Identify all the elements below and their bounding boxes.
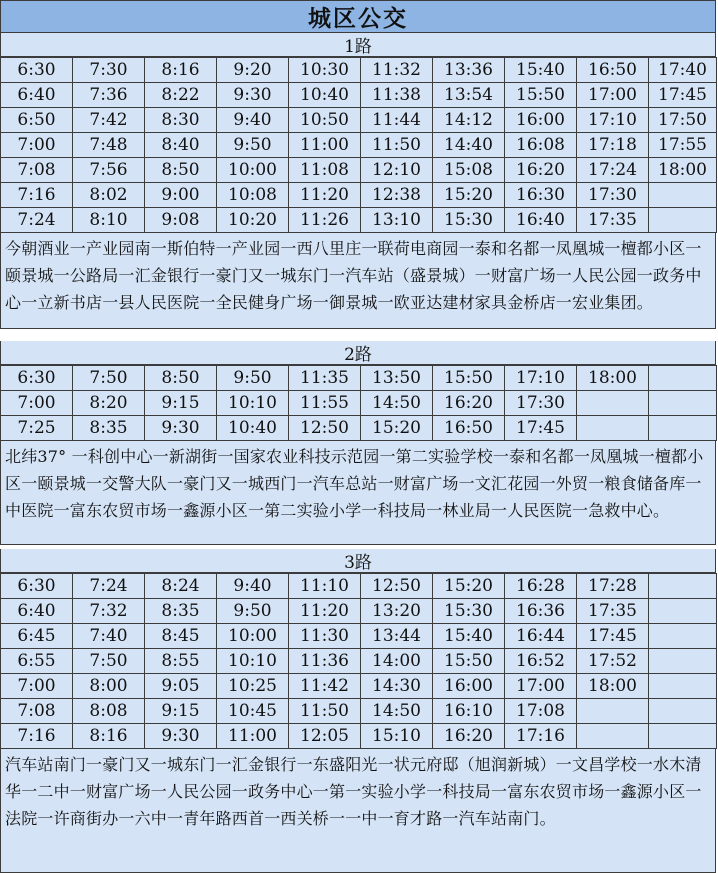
departure-time-cell: 9:20 xyxy=(217,58,289,83)
departure-time-cell: 11:00 xyxy=(289,133,361,158)
departure-time-cell: 16:30 xyxy=(505,183,577,208)
timetable-row xyxy=(1,391,717,416)
departure-time-cell: 16:44 xyxy=(505,624,577,649)
timetable-row xyxy=(1,674,717,699)
departure-time-cell: 6:30 xyxy=(1,574,73,599)
departure-time-cell: 9:30 xyxy=(145,724,217,749)
departure-time-cell: 7:48 xyxy=(73,133,145,158)
departure-time-cell: 17:30 xyxy=(505,391,577,416)
route-1-title: 1路 xyxy=(0,33,716,57)
departure-time-cell: 14:12 xyxy=(433,108,505,133)
departure-time-cell: 8:16 xyxy=(145,58,217,83)
departure-time-cell: 14:00 xyxy=(361,649,433,674)
timetable-row xyxy=(1,624,717,649)
route-1-block xyxy=(0,33,716,329)
timetable-row xyxy=(1,108,717,133)
departure-time-cell: 16:00 xyxy=(505,108,577,133)
route-3-stops: 汽车站南门一豪门又一城东门一汇金银行一东盛阳光一状元府邸（旭润新城）一文昌学校一水木清华一二中一财富广场一人民公园一政务中心一第一实验小学一科技局一富东农贸市场一鑫源小区一法院一许商街办一六中一青年路西首一西关桥一一中一育才路一汽车站南门。 xyxy=(0,749,716,873)
departure-time-cell: 12:50 xyxy=(361,574,433,599)
departure-time-cell: 17:18 xyxy=(577,133,649,158)
departure-time-cell: 11:35 xyxy=(289,366,361,391)
departure-time-cell: 15:08 xyxy=(433,158,505,183)
departure-time-cell: 11:20 xyxy=(289,599,361,624)
departure-time-cell xyxy=(649,699,717,724)
departure-time-cell: 7:08 xyxy=(1,158,73,183)
departure-time-cell: 18:00 xyxy=(577,366,649,391)
departure-time-cell: 16:52 xyxy=(505,649,577,674)
departure-time-cell: 9:05 xyxy=(145,674,217,699)
departure-time-cell: 18:00 xyxy=(649,158,717,183)
departure-time-cell: 13:44 xyxy=(361,624,433,649)
departure-time-cell: 16:20 xyxy=(433,391,505,416)
departure-time-cell: 17:08 xyxy=(505,699,577,724)
departure-time-cell: 17:00 xyxy=(577,83,649,108)
departure-time-cell: 9:08 xyxy=(145,208,217,233)
route-3-timetable xyxy=(0,573,717,749)
departure-time-cell: 8:35 xyxy=(73,416,145,441)
departure-time-cell: 10:40 xyxy=(289,83,361,108)
departure-time-cell: 15:20 xyxy=(361,416,433,441)
departure-time-cell: 9:50 xyxy=(217,599,289,624)
departure-time-cell: 11:30 xyxy=(289,624,361,649)
route-2-timetable xyxy=(0,365,717,441)
departure-time-cell: 8:50 xyxy=(145,158,217,183)
departure-time-cell: 7:24 xyxy=(73,574,145,599)
departure-time-cell: 11:10 xyxy=(289,574,361,599)
departure-time-cell: 7:56 xyxy=(73,158,145,183)
departure-time-cell: 11:00 xyxy=(217,724,289,749)
departure-time-cell: 8:45 xyxy=(145,624,217,649)
timetable-row xyxy=(1,158,717,183)
departure-time-cell: 7:25 xyxy=(1,416,73,441)
departure-time-cell: 8:40 xyxy=(145,133,217,158)
departure-time-cell: 10:45 xyxy=(217,699,289,724)
departure-time-cell: 9:40 xyxy=(217,108,289,133)
departure-time-cell: 8:35 xyxy=(145,599,217,624)
departure-time-cell: 17:50 xyxy=(649,108,717,133)
departure-time-cell: 7:32 xyxy=(73,599,145,624)
departure-time-cell: 9:30 xyxy=(217,83,289,108)
departure-time-cell: 16:50 xyxy=(577,58,649,83)
departure-time-cell: 16:10 xyxy=(433,699,505,724)
departure-time-cell: 16:50 xyxy=(433,416,505,441)
departure-time-cell: 16:08 xyxy=(505,133,577,158)
departure-time-cell: 7:00 xyxy=(1,674,73,699)
timetable-row xyxy=(1,416,717,441)
route-3-title: 3路 xyxy=(0,549,716,573)
timetable-row xyxy=(1,208,717,233)
departure-time-cell: 16:20 xyxy=(505,158,577,183)
departure-time-cell xyxy=(649,599,717,624)
departure-time-cell: 6:50 xyxy=(1,108,73,133)
route-2-stops: 北纬37° 一科创中心一新湖街一国家农业科技示范园一第二实验学校一泰和名都一凤凰城一檀都小区一颐景城一交警大队一豪门又一城西门一汽车总站一财富广场一文汇花园一外贸一粮食储备库一中医院一富东农贸市场一鑫源小区一第二实验小学一科技局一林业局一人民医院一急救中心。 xyxy=(0,441,716,545)
departure-time-cell: 6:40 xyxy=(1,599,73,624)
departure-time-cell: 14:40 xyxy=(433,133,505,158)
departure-time-cell xyxy=(649,391,717,416)
departure-time-cell: 12:05 xyxy=(289,724,361,749)
departure-time-cell: 11:08 xyxy=(289,158,361,183)
departure-time-cell: 17:10 xyxy=(577,108,649,133)
timetable-row xyxy=(1,574,717,599)
departure-time-cell: 15:20 xyxy=(433,183,505,208)
departure-time-cell: 7:16 xyxy=(1,183,73,208)
departure-time-cell: 16:40 xyxy=(505,208,577,233)
departure-time-cell: 11:50 xyxy=(289,699,361,724)
departure-time-cell: 9:00 xyxy=(145,183,217,208)
departure-time-cell: 17:55 xyxy=(649,133,717,158)
departure-time-cell: 9:30 xyxy=(145,416,217,441)
departure-time-cell: 8:08 xyxy=(73,699,145,724)
departure-time-cell: 17:40 xyxy=(649,58,717,83)
route-1-timetable xyxy=(0,57,717,233)
departure-time-cell: 7:08 xyxy=(1,699,73,724)
departure-time-cell xyxy=(577,699,649,724)
departure-time-cell: 15:20 xyxy=(433,574,505,599)
route-3-block xyxy=(0,549,716,873)
departure-time-cell xyxy=(649,183,717,208)
departure-time-cell: 17:45 xyxy=(649,83,717,108)
departure-time-cell: 16:20 xyxy=(433,724,505,749)
departure-time-cell xyxy=(577,391,649,416)
departure-time-cell: 15:30 xyxy=(433,208,505,233)
departure-time-cell: 6:55 xyxy=(1,649,73,674)
departure-time-cell: 8:30 xyxy=(145,108,217,133)
departure-time-cell: 13:36 xyxy=(433,58,505,83)
departure-time-cell: 17:45 xyxy=(505,416,577,441)
departure-time-cell: 17:45 xyxy=(577,624,649,649)
departure-time-cell: 11:50 xyxy=(361,133,433,158)
departure-time-cell: 16:36 xyxy=(505,599,577,624)
departure-time-cell: 17:10 xyxy=(505,366,577,391)
departure-time-cell: 17:52 xyxy=(577,649,649,674)
departure-time-cell: 8:10 xyxy=(73,208,145,233)
departure-time-cell: 11:32 xyxy=(361,58,433,83)
departure-time-cell: 17:30 xyxy=(577,183,649,208)
departure-time-cell: 11:42 xyxy=(289,674,361,699)
departure-time-cell: 7:00 xyxy=(1,391,73,416)
departure-time-cell: 17:35 xyxy=(577,599,649,624)
departure-time-cell: 10:10 xyxy=(217,649,289,674)
departure-time-cell: 17:00 xyxy=(505,674,577,699)
departure-time-cell: 17:24 xyxy=(577,158,649,183)
departure-time-cell: 17:35 xyxy=(577,208,649,233)
departure-time-cell: 7:42 xyxy=(73,108,145,133)
departure-time-cell: 10:00 xyxy=(217,624,289,649)
departure-time-cell: 7:16 xyxy=(1,724,73,749)
departure-time-cell: 15:50 xyxy=(433,649,505,674)
departure-time-cell xyxy=(649,724,717,749)
departure-time-cell: 11:38 xyxy=(361,83,433,108)
departure-time-cell: 8:00 xyxy=(73,674,145,699)
departure-time-cell: 8:20 xyxy=(73,391,145,416)
timetable-row xyxy=(1,366,717,391)
departure-time-cell: 13:54 xyxy=(433,83,505,108)
timetable-row xyxy=(1,58,717,83)
timetable-row xyxy=(1,724,717,749)
departure-time-cell: 7:40 xyxy=(73,624,145,649)
departure-time-cell: 15:50 xyxy=(505,83,577,108)
departure-time-cell: 14:30 xyxy=(361,674,433,699)
departure-time-cell: 11:36 xyxy=(289,649,361,674)
departure-time-cell: 12:10 xyxy=(361,158,433,183)
departure-time-cell: 10:10 xyxy=(217,391,289,416)
page-title: 城区公交 xyxy=(0,0,716,33)
departure-time-cell: 10:25 xyxy=(217,674,289,699)
departure-time-cell: 8:55 xyxy=(145,649,217,674)
timetable-row xyxy=(1,599,717,624)
departure-time-cell: 18:00 xyxy=(577,674,649,699)
timetable-row xyxy=(1,699,717,724)
departure-time-cell: 15:10 xyxy=(361,724,433,749)
departure-time-cell xyxy=(649,208,717,233)
departure-time-cell: 15:30 xyxy=(433,599,505,624)
departure-time-cell: 10:20 xyxy=(217,208,289,233)
departure-time-cell: 12:50 xyxy=(289,416,361,441)
departure-time-cell: 7:00 xyxy=(1,133,73,158)
timetable-row xyxy=(1,649,717,674)
departure-time-cell: 15:50 xyxy=(433,366,505,391)
departure-time-cell xyxy=(649,366,717,391)
departure-time-cell: 6:45 xyxy=(1,624,73,649)
departure-time-cell: 15:40 xyxy=(433,624,505,649)
timetable-row xyxy=(1,133,717,158)
departure-time-cell xyxy=(649,624,717,649)
departure-time-cell: 12:38 xyxy=(361,183,433,208)
departure-time-cell: 9:50 xyxy=(217,366,289,391)
departure-time-cell: 9:50 xyxy=(217,133,289,158)
departure-time-cell: 7:36 xyxy=(73,83,145,108)
departure-time-cell: 6:40 xyxy=(1,83,73,108)
departure-time-cell: 13:50 xyxy=(361,366,433,391)
departure-time-cell: 8:02 xyxy=(73,183,145,208)
departure-time-cell: 9:40 xyxy=(217,574,289,599)
departure-time-cell: 9:15 xyxy=(145,391,217,416)
departure-time-cell: 6:30 xyxy=(1,366,73,391)
departure-time-cell: 9:15 xyxy=(145,699,217,724)
departure-time-cell xyxy=(577,416,649,441)
departure-time-cell: 7:24 xyxy=(1,208,73,233)
departure-time-cell: 14:50 xyxy=(361,699,433,724)
departure-time-cell: 15:40 xyxy=(505,58,577,83)
route-2-title: 2路 xyxy=(0,341,716,365)
departure-time-cell xyxy=(649,674,717,699)
departure-time-cell: 14:50 xyxy=(361,391,433,416)
departure-time-cell: 8:22 xyxy=(145,83,217,108)
departure-time-cell: 16:00 xyxy=(433,674,505,699)
departure-time-cell: 17:16 xyxy=(505,724,577,749)
departure-time-cell: 11:26 xyxy=(289,208,361,233)
departure-time-cell: 10:00 xyxy=(217,158,289,183)
departure-time-cell: 10:30 xyxy=(289,58,361,83)
departure-time-cell: 6:30 xyxy=(1,58,73,83)
departure-time-cell: 8:24 xyxy=(145,574,217,599)
departure-time-cell xyxy=(649,416,717,441)
departure-time-cell: 17:28 xyxy=(577,574,649,599)
departure-time-cell: 10:08 xyxy=(217,183,289,208)
route-2-block xyxy=(0,341,716,545)
departure-time-cell: 8:16 xyxy=(73,724,145,749)
timetable-row xyxy=(1,83,717,108)
departure-time-cell: 13:10 xyxy=(361,208,433,233)
departure-time-cell xyxy=(649,574,717,599)
departure-time-cell xyxy=(649,649,717,674)
departure-time-cell: 8:50 xyxy=(145,366,217,391)
departure-time-cell: 10:40 xyxy=(217,416,289,441)
departure-time-cell: 7:50 xyxy=(73,649,145,674)
route-1-stops: 今朝酒业一产业园南一斯伯特一产业园一西八里庄一联荷电商园一泰和名都一凤凰城一檀都小区一颐景城一公路局一汇金银行一豪门又一城东门一汽车站（盛景城）一财富广场一人民公园一政务中心一立新书店一县人民医院一全民健身广场一御景城一欧亚达建材家具金桥店一宏业集团。 xyxy=(0,233,716,329)
departure-time-cell xyxy=(577,724,649,749)
departure-time-cell: 11:55 xyxy=(289,391,361,416)
departure-time-cell: 11:20 xyxy=(289,183,361,208)
departure-time-cell: 10:50 xyxy=(289,108,361,133)
departure-time-cell: 7:50 xyxy=(73,366,145,391)
departure-time-cell: 7:30 xyxy=(73,58,145,83)
departure-time-cell: 16:28 xyxy=(505,574,577,599)
departure-time-cell: 13:20 xyxy=(361,599,433,624)
timetable-row xyxy=(1,183,717,208)
departure-time-cell: 11:44 xyxy=(361,108,433,133)
